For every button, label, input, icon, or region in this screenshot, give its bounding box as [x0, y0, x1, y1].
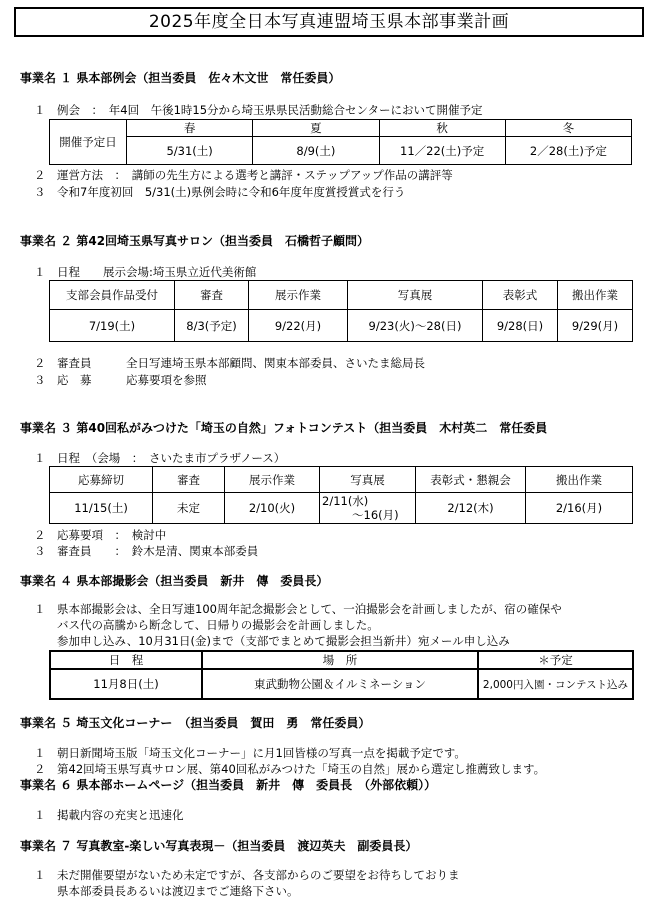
schedule-cell: 2/12(木)	[416, 493, 526, 524]
outing-header: 場 所	[202, 651, 478, 669]
section6-heading: 事業名 ６ 県本部ホームページ（担当委員 新井 傳 委員長 （外部依頼））	[20, 778, 437, 792]
section3-heading: 事業名 ３ 第40回私がみつけた「埼玉の自然」フォトコンテスト（担当委員 木村英二 常任委員	[20, 421, 548, 435]
schedule-cell: 11/15(土)	[50, 493, 153, 524]
section2-table	[49, 280, 633, 342]
section2-item1: １ 日程 展示会場:埼玉県立近代美術館	[34, 265, 257, 279]
schedule-header: 展示作業	[225, 467, 320, 493]
schedule-cell: 9/22(月)	[249, 310, 348, 342]
schedule-header: 表彰式・懇親会	[416, 467, 526, 493]
schedule-header: 写真展	[320, 467, 416, 493]
schedule-cell: 2/10(火)	[225, 493, 320, 524]
section2-item3: ３ 応 募 応募要項を参照	[34, 373, 207, 387]
schedule-header: 搬出作業	[526, 467, 633, 493]
section3-item1: １ 日程 （会場 ： さいたま市プラザノース）	[34, 451, 286, 465]
section1-item1: １ 例会 ： 年4回 午後1時15分から埼玉県県民活動総合センターにおいて開催予定	[34, 103, 483, 117]
photo-date-start: 2/11(水)	[322, 494, 369, 508]
schedule-header: 審査	[153, 467, 225, 493]
schedule-header: 支部会員作品受付	[50, 281, 175, 310]
section5-heading: 事業名 ５ 埼玉文化コーナー （担当委員 賀田 勇 常任委員）	[20, 716, 371, 730]
date-cell: 11／22(土)予定	[379, 137, 505, 165]
season-header: 春	[127, 120, 253, 137]
schedule-header: 応募締切	[50, 467, 153, 493]
section4-para2: バス代の高騰から断念して、日帰りの撮影会を計画しました。	[34, 618, 379, 632]
schedule-cell: 9/23(火)～28(日)	[348, 310, 483, 342]
season-header: 秋	[379, 120, 505, 137]
outing-cell: 東武動物公園＆イルミネーション	[202, 669, 478, 699]
section1-table	[49, 119, 632, 165]
section4-para3: 参加申し込み、10月31日(金)まで（支部でまとめて撮影会担当新井）宛メール申し込み	[34, 634, 510, 648]
page-title: 2025年度全日本写真連盟埼玉県本部事業計画	[14, 7, 644, 37]
section5-item2: ２ 第42回埼玉県写真サロン展、第40回私がみつけた「埼玉の自然」展から選定し推薦致します。	[34, 762, 546, 776]
schedule-header: 写真展	[348, 281, 483, 310]
section4-heading: 事業名 ４ 県本部撮影会（担当委員 新井 傳 委員長）	[20, 574, 329, 588]
schedule-header: 展示作業	[249, 281, 348, 310]
outing-cell: 2,000円入園・コンテスト込み	[478, 669, 633, 699]
season-header: 夏	[253, 120, 379, 137]
schedule-header: 表彰式	[483, 281, 558, 310]
row-label: 開催予定日	[50, 120, 127, 165]
section4-table	[49, 650, 634, 700]
date-cell: 5/31(土)	[127, 137, 253, 165]
section7-para2: 県本部委員長あるいは渡辺までご連絡下さい。	[34, 884, 299, 898]
schedule-header: 搬出作業	[558, 281, 633, 310]
section7-heading: 事業名 ７ 写真教室-楽しい写真表現－（担当委員 渡辺英夫 副委員長）	[20, 839, 418, 853]
outing-header: ＊予定	[478, 651, 633, 669]
outing-header: 日 程	[50, 651, 202, 669]
section4-para1: １ 県本部撮影会は、全日写連100周年記念撮影会として、一泊撮影会を計画しましたが、宿の確保や	[34, 602, 562, 616]
schedule-cell-photo	[320, 493, 416, 524]
photo-date-end: ～16(月)	[352, 508, 399, 522]
outing-cell: 11月8日(土)	[50, 669, 202, 699]
section1-item3: ３ 令和7年度初回 5/31(土)県例会時に令和6年度年度賞授賞式を行う	[34, 185, 406, 199]
section1-heading: 事業名 １ 県本部例会（担当委員 佐々木文世 常任委員）	[20, 71, 341, 85]
date-cell: 2／28(土)予定	[505, 137, 631, 165]
date-cell: 8/9(土)	[253, 137, 379, 165]
section3-item2: ２ 応募要項 ： 検討中	[34, 528, 167, 542]
schedule-cell: 9/28(日)	[483, 310, 558, 342]
schedule-header: 審査	[175, 281, 249, 310]
schedule-cell: 未定	[153, 493, 225, 524]
section3-table	[49, 466, 633, 524]
section5-item1: １ 朝日新聞埼玉版「埼玉文化コーナー」に月1回皆様の写真一点を掲載予定です。	[34, 746, 466, 760]
section6-item1: １ 掲載内容の充実と迅速化	[34, 808, 184, 822]
schedule-cell: 2/16(月)	[526, 493, 633, 524]
section1-item2: ２ 運営方法 ： 講師の先生方による選考と講評・ステップアップ作品の講評等	[34, 168, 453, 182]
schedule-cell: 7/19(土)	[50, 310, 175, 342]
schedule-cell: 9/29(月)	[558, 310, 633, 342]
season-header: 冬	[505, 120, 631, 137]
schedule-cell: 8/3(予定)	[175, 310, 249, 342]
section3-item3: ３ 審査員 ： 鈴木是清、関東本部委員	[34, 544, 259, 558]
section2-heading: 事業名 ２ 第42回埼玉県写真サロン（担当委員 石橋哲子顧問）	[20, 234, 370, 248]
section7-para1: １ 未だ開催要望がないため未定ですが、各支部からのご要望をお待ちしておりま	[34, 868, 460, 882]
section2-item2: ２ 審査員 全日写連埼玉県本部顧問、関東本部委員、さいたま総局長	[34, 356, 425, 370]
